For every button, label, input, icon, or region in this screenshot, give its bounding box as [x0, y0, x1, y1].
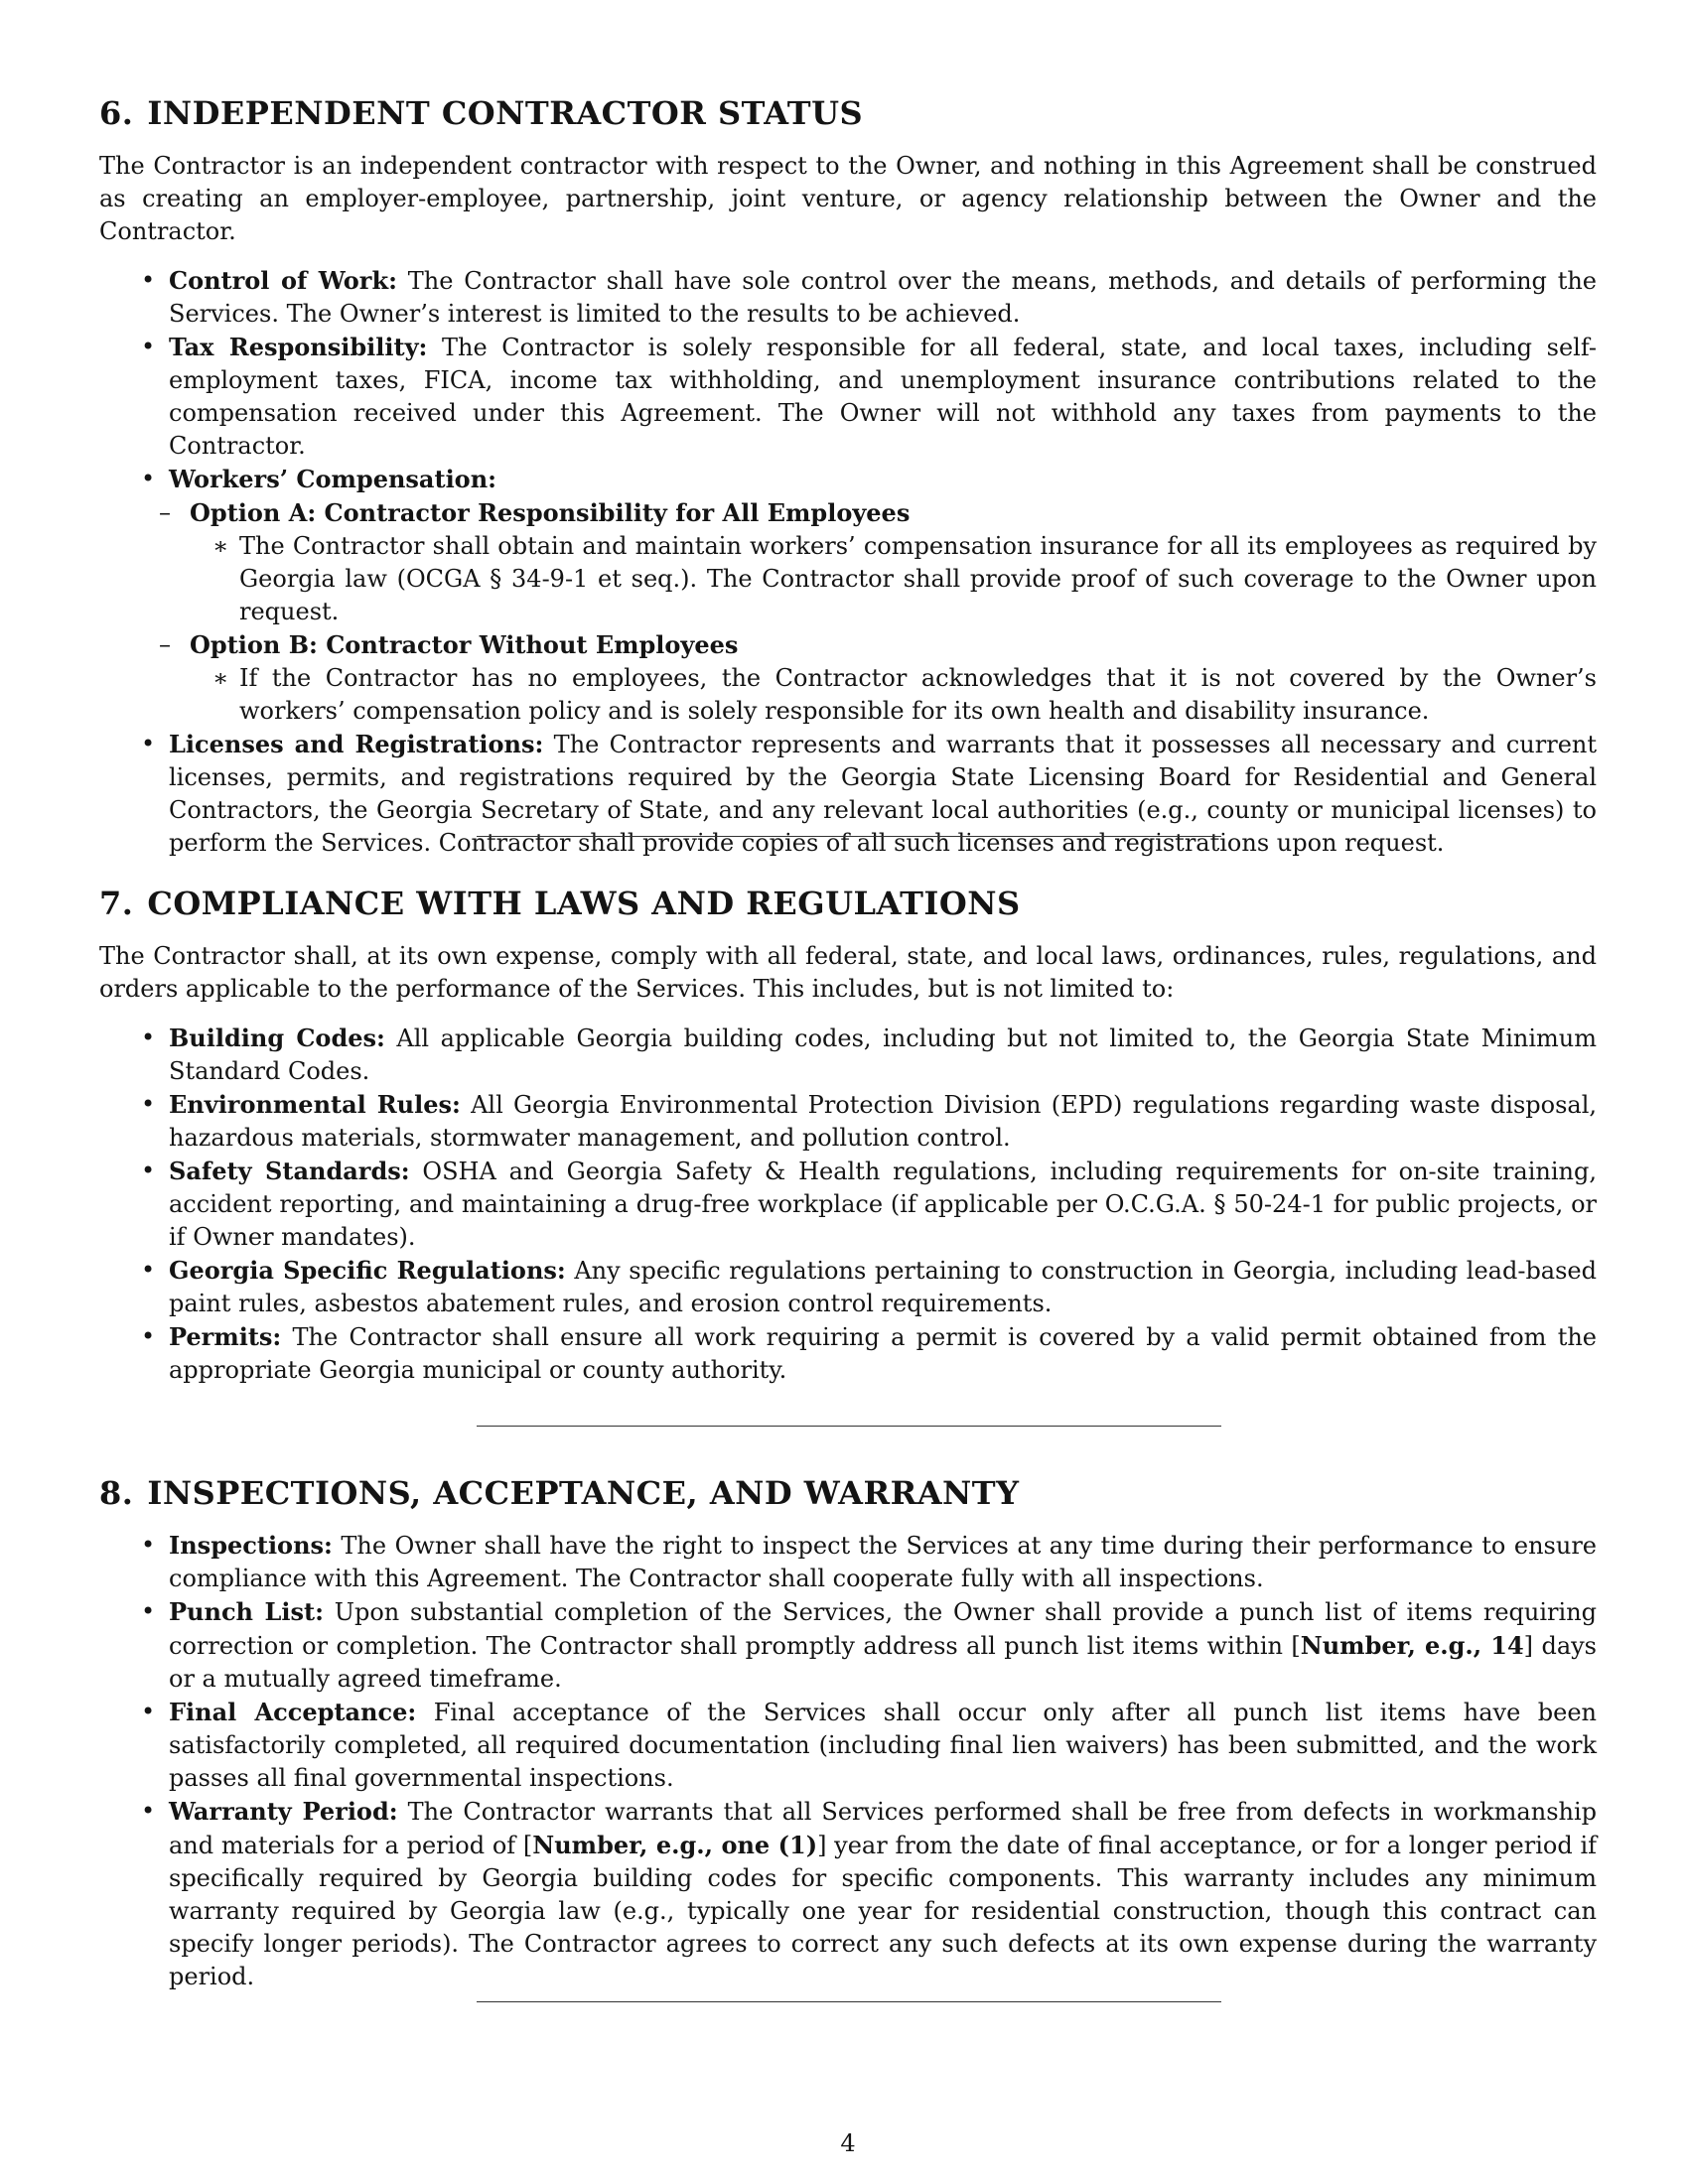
item-text: The Contractor is solely responsible for all federal, state, and local taxes, including self-employment taxes, FICA, income tax withholding, and unemployment insurance contributions related to the compensation received under this Agreement. The Owner will not withhold any taxes from payments to the Contractor.	[169, 334, 1597, 460]
section-7-intro: The Contractor shall, at its own expense, comply with all federal, state, and local laws, ordinances, rules, regulations, and orders applicable to the performance of the Services. This includes, but is not limited to:	[99, 942, 1597, 1003]
section-7-heading	[99, 884, 1021, 923]
item-text: The Contractor shall ensure all work requiring a permit is covered by a valid permit obtained from the appropriate Georgia municipal or county authority.	[169, 1323, 1597, 1384]
option-a-details	[188, 530, 1597, 628]
option-label: Option A: Contractor Responsibility for All Employees	[190, 498, 911, 527]
list-item	[99, 1696, 1597, 1795]
document-page	[99, 0, 1597, 2184]
item-text: Any specific regulations pertaining to construction in Georgia, including lead-based paint rules, asbestos abatement rules, and erosion control requirements.	[169, 1257, 1597, 1317]
section-8-list	[99, 1529, 1597, 1993]
section-6-list	[99, 264, 1597, 860]
item-text: ] days or a mutually agreed timeframe.	[169, 1632, 1597, 1693]
list-item	[99, 1022, 1597, 1088]
list-item	[99, 1155, 1597, 1254]
item-label: Safety Standards:	[169, 1157, 410, 1185]
item-label: Tax Responsibility:	[169, 333, 428, 361]
item-label: Inspections:	[169, 1531, 333, 1560]
item-text: OSHA and Georgia Safety & Health regulations, including requirements for on-site training, accident reporting, and maintaining a drug-free workplace (if applicable per O.C.G.A. § 50-24-1 for public projects, or if Owner mandates).	[169, 1158, 1597, 1251]
list-item	[99, 264, 1597, 331]
placeholder-field: Number, e.g., 14	[1300, 1631, 1524, 1660]
page-number: 4	[840, 2129, 856, 2157]
option-detail: ∗ The Contractor shall obtain and maintain workers’ compensation insurance for all its employees as required by Georgia law (OCGA § 34-9-1 et seq.). The Contractor shall provide proof of such coverage to the Owner upon request.	[188, 530, 1597, 628]
list-item	[99, 1088, 1597, 1155]
section-6-heading	[99, 93, 863, 133]
item-label: Punch List:	[169, 1597, 324, 1626]
item-text: ] year from the date of final acceptance, or for a longer period if specifically required by Georgia building codes for specific components. This warranty includes any minimum warranty required by Georgia law (e.g., typically one year for residential construction, though this contract can specify longer periods). The Contractor agrees to correct any such defects at its own expense during the warranty period.	[169, 1832, 1598, 1990]
option-b-details	[188, 662, 1597, 728]
item-label: Licenses and Registrations:	[169, 730, 544, 758]
option-item	[159, 496, 1597, 628]
workers-comp-options	[159, 496, 1597, 728]
item-label: Control of Work:	[169, 266, 397, 295]
list-item	[99, 1529, 1597, 1595]
section-7-list	[99, 1022, 1597, 1387]
item-text: All applicable Georgia building codes, including but not limited to, the Georgia State Minimum Standard Codes.	[169, 1024, 1598, 1085]
item-label: Final Acceptance:	[169, 1698, 417, 1726]
section-divider	[477, 2001, 1221, 2002]
list-item	[99, 331, 1597, 463]
section-8-title: INSPECTIONS, ACCEPTANCE, AND WARRANTY	[147, 1474, 1020, 1512]
item-text: The Contractor shall have sole control over the means, methods, and details of performing the Services. The Owner’s interest is limited to the results to be achieved.	[169, 267, 1598, 328]
item-label: Workers’ Compensation:	[169, 465, 496, 493]
section-7-number: 7.	[99, 885, 134, 922]
section-6-title: INDEPENDENT CONTRACTOR STATUS	[147, 94, 864, 132]
item-text: Upon substantial completion of the Services, the Owner shall provide a punch list of items requiring correction or completion. The Contractor shall promptly address all punch list items within [	[169, 1598, 1598, 1660]
list-item	[99, 1320, 1597, 1387]
option-detail: ∗ If the Contractor has no employees, the Contractor acknowledges that it is not covered by the Owner’s workers’ compensation policy and is solely responsible for its own health and disability insurance.	[188, 662, 1597, 728]
list-item	[99, 1595, 1597, 1696]
item-label: Environmental Rules:	[169, 1090, 461, 1119]
section-divider	[477, 836, 1221, 837]
item-text: The Owner shall have the right to inspect the Services at any time during their performance to ensure compliance with this Agreement. The Contractor shall cooperate fully with all inspections.	[169, 1532, 1597, 1592]
list-item	[99, 1254, 1597, 1320]
item-text: Final acceptance of the Services shall occur only after all punch list items have been satisfactorily completed, all required documentation (including final lien waivers) has been submitted, and the work passes all final governmental inspections.	[169, 1699, 1598, 1792]
item-label: Permits:	[169, 1322, 282, 1351]
item-text: The Contractor represents and warrants that it possesses all necessary and current licenses, permits, and registrations required by the Georgia State Licensing Board for Residential and General Contractors, the Georgia Secretary of State, and any relevant local authorities (e.g., county or municipal licenses) to perform the Services. Contractor shall provide copies of all such licenses and registrations upon request.	[169, 731, 1597, 857]
option-item	[159, 628, 1597, 728]
list-item	[99, 1795, 1597, 1993]
section-divider	[477, 1426, 1221, 1427]
section-7-title: COMPLIANCE WITH LAWS AND REGULATIONS	[147, 885, 1021, 922]
option-label: Option B: Contractor Without Employees	[190, 630, 739, 659]
placeholder-field: Number, e.g., one (1)	[532, 1831, 818, 1859]
section-8-number: 8.	[99, 1474, 134, 1512]
section-6-number: 6.	[99, 94, 134, 132]
item-text: All Georgia Environmental Protection Division (EPD) regulations regarding waste disposal, hazardous materials, stormwater management, and pollution control.	[169, 1091, 1598, 1152]
section-6-body	[99, 150, 1597, 860]
list-item	[99, 728, 1597, 860]
section-8-heading	[99, 1473, 1019, 1513]
section-8-body	[99, 1529, 1597, 1993]
item-label: Georgia Specific Regulations:	[169, 1256, 566, 1285]
section-6-intro: The Contractor is an independent contractor with respect to the Owner, and nothing in this Agreement shall be construed as creating an employer-employee, partnership, joint venture, or agency relationship between the Owner and the Contractor.	[99, 152, 1597, 245]
section-7-body	[99, 940, 1597, 1387]
item-label: Warranty Period:	[169, 1797, 398, 1826]
item-label: Building Codes:	[169, 1024, 385, 1052]
item-text: The Contractor warrants that all Services performed shall be free from defects in workmanship and materials for a period of [	[169, 1798, 1598, 1859]
list-item	[99, 463, 1597, 728]
